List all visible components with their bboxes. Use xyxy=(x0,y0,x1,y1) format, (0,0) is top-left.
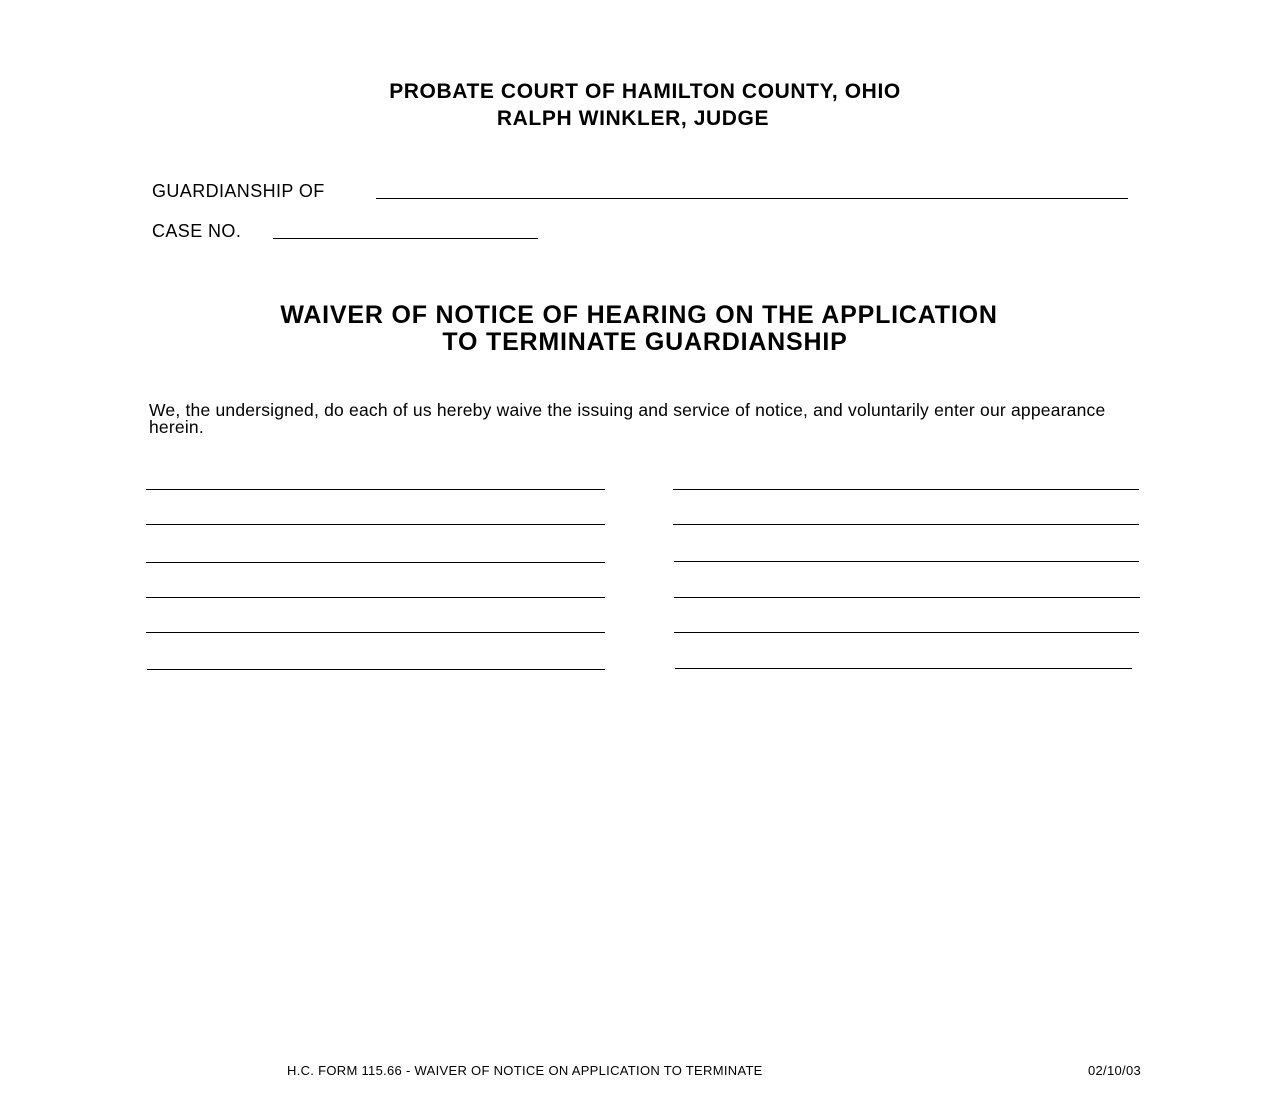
case-no-field[interactable] xyxy=(273,238,538,239)
signature-line-left-3[interactable] xyxy=(146,562,605,563)
signature-line-left-4[interactable] xyxy=(146,597,605,598)
guardianship-label: GUARDIANSHIP OF xyxy=(152,181,325,201)
signature-line-right-4[interactable] xyxy=(674,597,1140,598)
signature-line-left-1[interactable] xyxy=(146,489,605,490)
footer-revision-date: 02/10/03 xyxy=(1088,1063,1142,1078)
form-title-line-2: TO TERMINATE GUARDIANSHIP xyxy=(442,328,848,356)
signature-line-right-6[interactable] xyxy=(675,668,1132,669)
signature-line-right-5[interactable] xyxy=(674,632,1139,633)
court-name: PROBATE COURT OF HAMILTON COUNTY, OHIO xyxy=(389,80,901,103)
signature-line-right-1[interactable] xyxy=(673,489,1139,490)
signature-line-left-5[interactable] xyxy=(146,632,605,633)
judge-name: RALPH WINKLER, JUDGE xyxy=(496,107,770,130)
signature-line-left-6[interactable] xyxy=(147,669,605,670)
guardianship-name-field[interactable] xyxy=(376,198,1128,199)
waiver-statement: We, the undersigned, do each of us hereby waive the issuing and service of notice, and voluntarily enter our appearance herein. xyxy=(149,400,1106,437)
signature-line-right-3[interactable] xyxy=(674,561,1139,562)
signature-line-right-2[interactable] xyxy=(673,524,1139,525)
case-no-label: CASE NO. xyxy=(152,221,242,241)
form-title-line-1: WAIVER OF NOTICE OF HEARING ON THE APPLICATION xyxy=(280,301,998,329)
signature-line-left-2[interactable] xyxy=(146,524,605,525)
footer-form-name: H.C. FORM 115.66 - WAIVER OF NOTICE ON APPLICATION TO TERMINATE xyxy=(287,1063,763,1078)
